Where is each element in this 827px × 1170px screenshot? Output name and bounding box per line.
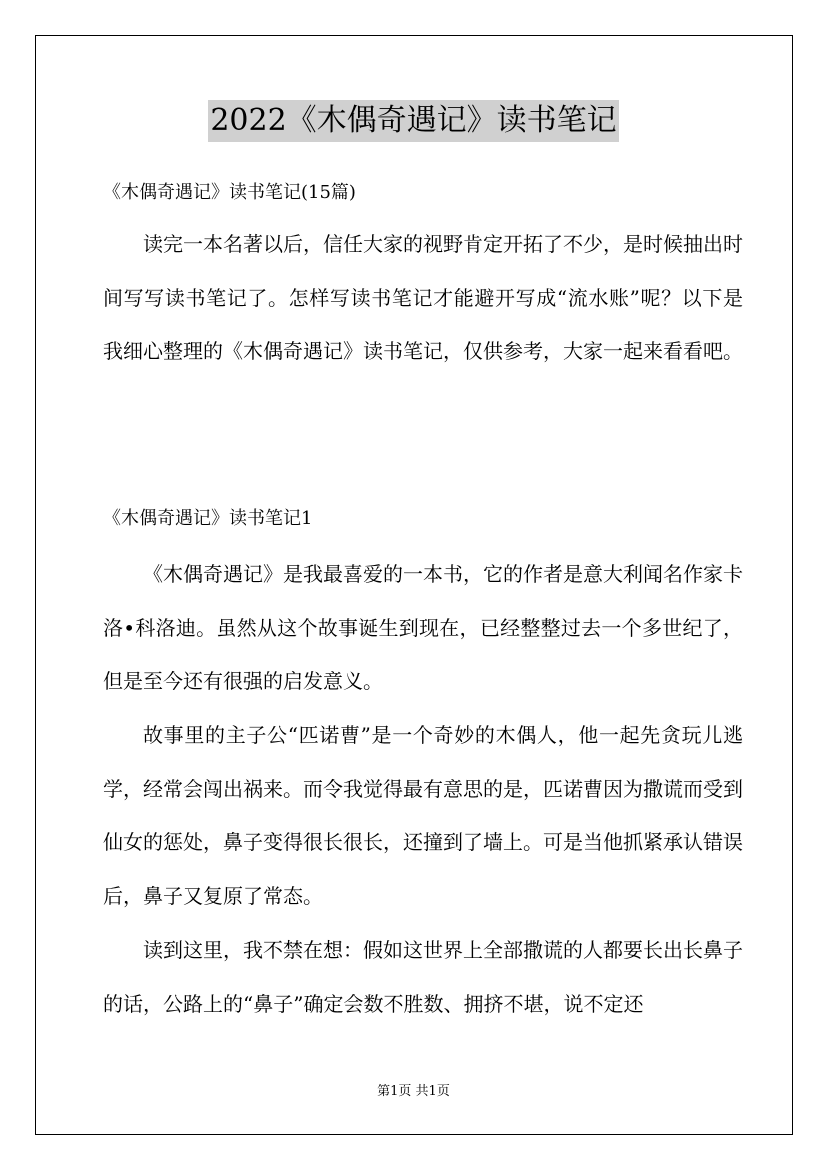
document-title: 2022《木偶奇遇记》读书笔记 — [208, 100, 618, 142]
section-heading: 《木偶奇遇记》读书笔记1 — [103, 508, 313, 529]
document-subtitle: 《木偶奇遇记》读书笔记(15篇) — [103, 182, 356, 203]
intro-paragraph: 读完一本名著以后，信任大家的视野肯定开拓了不少，是时候抽出时间写写读书笔记了。怎样写读书笔记才能避开写成“流水账”呢？以下是我细心整理的《木偶奇遇记》读书笔记，仅供参考，大家一起来看看吧。 — [103, 232, 743, 364]
title-container — [0, 100, 827, 142]
body-paragraph: 读到这里，我不禁在想：假如这世界上全部撒谎的人都要长出长鼻子的话，公路上的“鼻子”确定会数不胜数、拥挤不堪，说不定还 — [103, 938, 743, 1016]
page-footer: 第1页 共1页 — [377, 1084, 450, 1099]
body-paragraph: 故事里的主子公“匹诺曹”是一个奇妙的木偶人，他一起先贪玩儿逃学，经常会闯出祸来。而令我觉得最有意思的是，匹诺曹因为撒谎而受到仙女的惩处，鼻子变得很长很长，还撞到了墙上。可是当他抓紧承认错误后，鼻子又复原了常态。 — [103, 723, 743, 909]
body-paragraph: 《木偶奇遇记》是我最喜爱的一本书，它的作者是意大利闻名作家卡洛•科洛迪。虽然从这个故事诞生到现在，已经整整过去一个多世纪了，但是至今还有很强的启发意义。 — [103, 562, 743, 694]
